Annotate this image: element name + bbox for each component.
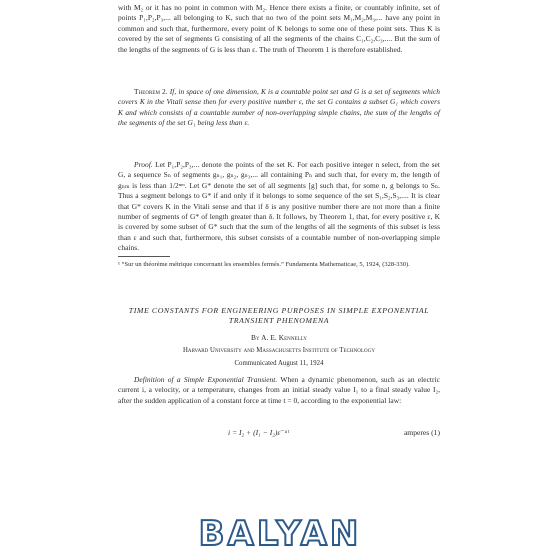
- definition-text: When a dynamic phenomenon, such as an electric current i, a velocity, or a temperature, changes from an initial steady value I₁ to a final steady value I₂, after the sudden application of a constant force at time t = 0, according to the exponential law:: [118, 375, 440, 405]
- communicated-line: Communicated August 11, 1924: [234, 360, 324, 367]
- equation-number: amperes (1): [403, 428, 440, 437]
- theorem-2: [118, 87, 440, 129]
- article-title: TIME CONSTANTS FOR ENGINEERING PURPOSES IN SIMPLE EXPONENTIAL TRANSIENT PHENOMENA: [128, 306, 430, 325]
- footnote: ¹ “Sur un théorème métrique concernant les ensembles fermés.” Fundamenta Mathematicae, 5, 1924, (328-330).: [118, 261, 410, 268]
- theorem-text: If, in space of one dimension, K is a countable point set and G is a set of segments which covers K in the Vitali sense then for every positive number ε, the set G contains a subset G₁ which covers K and which consists of a countable number of non-overlapping simple chains, the sum of the lengths of the segments of the set G₁ being less than ε.: [118, 87, 440, 128]
- equation: i = I₂ + (I₁ − I₂)ε⁻ᵃᵗ: [228, 428, 289, 437]
- watermark-logo: BALYAN: [198, 514, 362, 554]
- theorem-label: Theorem 2.: [134, 87, 168, 96]
- top-paragraph: with M₂ or it has no point in common with M₂. Hence there exists a finite, or countably infinite, set of points P₁,P₂,P₃,... all belonging to K, such that no two of the point sets M₁,M₂,M₃,... have any point in common and such that, furthermore, every point of K belongs to some one of these point sets. Thus K is covered by the set of segments G consisting of all the segments of the chains C₁,C₂,C₃,.... But the sum of the lengths of the segments of G is less than ε. The truth of Theorem 1 is therefore established.: [118, 3, 440, 54]
- affiliation-line: Harvard University and Massachusetts Institute of Technology: [182, 347, 376, 354]
- definition-label: Definition of a Simple Exponential Transient.: [134, 375, 278, 384]
- footnote-rule: [118, 256, 170, 257]
- proof-label: Proof.: [134, 160, 153, 169]
- proof-text: Let P₁,P₂,P₃,... denote the points of the set K. For each positive integer n select, from the set G, a sequence Sₙ of segments gₙ₁, gₙ₂, gₙ₃,... all containing Pₙ and such that, for every m, the length of gₙₘ is less than 1/2ⁿᵐ. Let G* denote the set of all segments [g] such that, for some n, g belongs to Sₙ. Thus a segment belongs to G* if and only if it belongs to some sequence of the set S₁,S₂,S₃,.... It is clear that G* covers K in the Vitali sense and that if δ is any positive number there are not more than a finite number of segments of G* of length greater than δ. It follows, by Theorem 1, that, for every positive ε, K is covered by some subset of G* such that the sum of the lengths of all the segments of this subset is less than ε and such that, furthermore, this subset consists of a countable number of non-overlapping simple chains.: [118, 160, 440, 253]
- definition-paragraph: [118, 375, 440, 406]
- author-line: By A. E. Kennelly: [251, 333, 307, 342]
- proof-paragraph: [118, 160, 440, 254]
- equation-line: [118, 428, 440, 440]
